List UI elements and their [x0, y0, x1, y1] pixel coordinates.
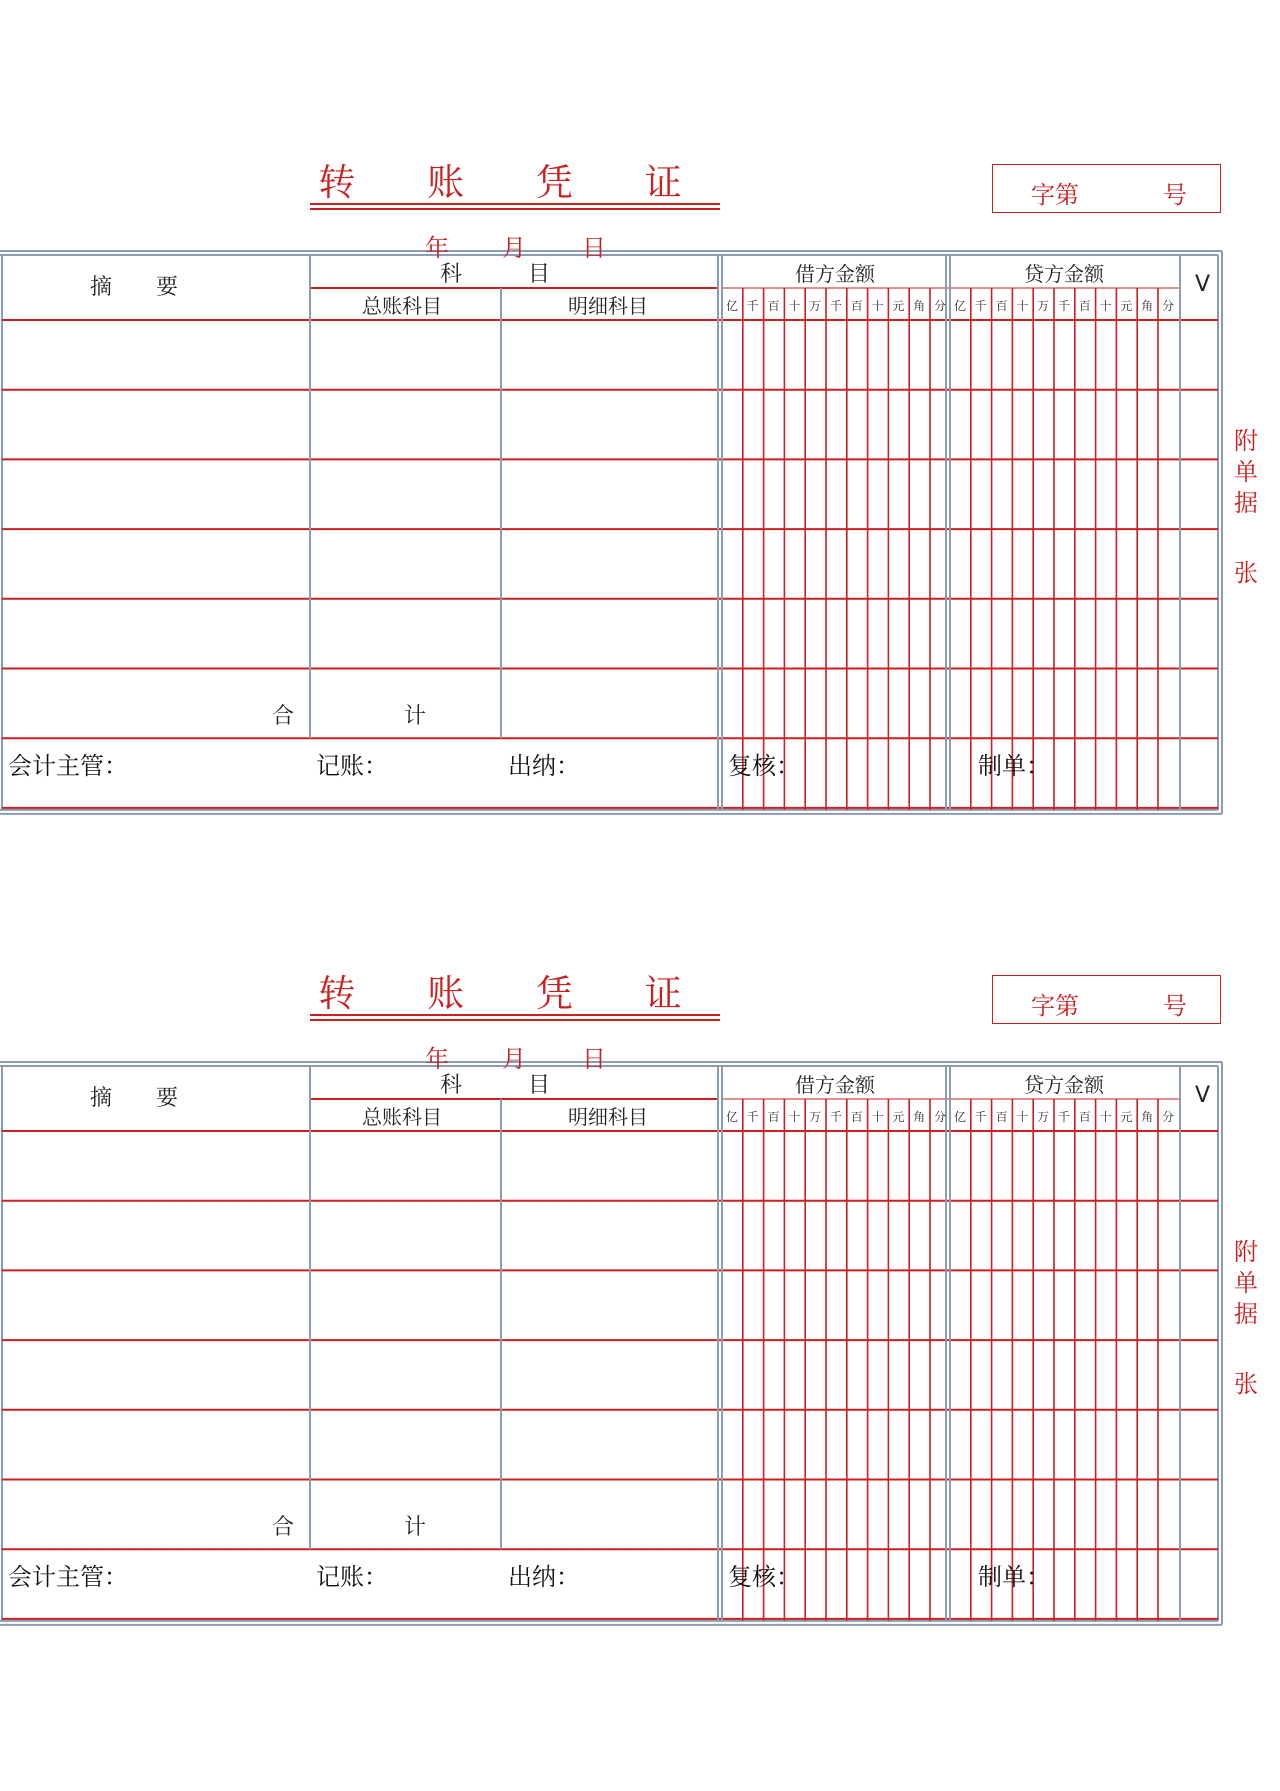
voucher-grid: [0, 130, 1280, 830]
debit-digit-unit: 十: [788, 299, 801, 313]
debit-digit-unit: 十: [871, 299, 884, 313]
voucher-number-box[interactable]: [992, 975, 1221, 1024]
debit-digit-unit: 角: [913, 299, 926, 313]
summary-header: 摘 要: [90, 1086, 179, 1111]
credit-digit-unit: 百: [1078, 299, 1091, 313]
credit-digit-unit: 千: [1057, 299, 1070, 313]
transfer-voucher: [0, 130, 1280, 830]
credit-amount-header: 贷方金额: [1024, 262, 1104, 286]
general-ledger-header: 总账科目: [362, 1105, 442, 1129]
credit-digit-unit: 百: [1078, 1110, 1091, 1124]
debit-digit-unit: 百: [767, 299, 780, 313]
voucher-number-box[interactable]: [992, 164, 1221, 213]
debit-digit-unit: 分: [933, 299, 946, 313]
debit-digit-unit: 十: [871, 1110, 884, 1124]
debit-digit-unit: 分: [933, 1110, 946, 1124]
transfer-voucher: [0, 941, 1280, 1641]
total-label: 合 计: [272, 704, 427, 729]
debit-digit-unit: 百: [850, 299, 863, 313]
debit-digit-unit: 角: [913, 1110, 926, 1124]
credit-amount-header: 贷方金额: [1024, 1073, 1104, 1097]
debit-digit-unit: 十: [788, 1110, 801, 1124]
debit-digit-unit: 亿: [725, 1110, 738, 1124]
credit-digit-unit: 百: [995, 1110, 1008, 1124]
attachment-count-label: 张: [1234, 1370, 1258, 1398]
credit-digit-unit: 百: [995, 299, 1008, 313]
signature-preparer: 制单：: [978, 1563, 1050, 1591]
voucher-word-label: 字第: [1031, 992, 1079, 1020]
signature-accounting-supervisor: 会计主管：: [8, 1563, 128, 1591]
debit-digit-unit: 千: [746, 299, 759, 313]
date-year-label: 年: [425, 1045, 449, 1073]
debit-digit-unit: 百: [850, 1110, 863, 1124]
credit-digit-unit: 十: [1099, 299, 1112, 313]
debit-digit-unit: 万: [809, 1110, 822, 1124]
debit-digit-unit: 亿: [725, 299, 738, 313]
date-month-label: 月: [502, 234, 526, 262]
attachment-count-label: 张: [1234, 559, 1258, 587]
credit-digit-unit: 万: [1037, 299, 1050, 313]
credit-digit-unit: 千: [1057, 1110, 1070, 1124]
credit-digit-unit: 十: [1016, 1110, 1029, 1124]
voucher-number-label: 号: [1163, 181, 1187, 209]
credit-digit-unit: 角: [1141, 299, 1154, 313]
signature-cashier: 出纳：: [508, 1563, 580, 1591]
debit-digit-unit: 元: [892, 299, 905, 313]
credit-digit-unit: 千: [974, 299, 987, 313]
voucher-grid: [0, 941, 1280, 1641]
debit-amount-header: 借方金额: [795, 262, 875, 286]
credit-digit-unit: 分: [1161, 299, 1174, 313]
general-ledger-header: 总账科目: [362, 294, 442, 318]
credit-digit-unit: 角: [1141, 1110, 1154, 1124]
signature-bookkeeper: 记账：: [316, 1563, 388, 1591]
attachment-label: 附 单 据: [1234, 1238, 1258, 1328]
signature-reviewer: 复核：: [728, 752, 800, 780]
detail-subject-header: 明细科目: [568, 1105, 648, 1129]
debit-digit-unit: 百: [767, 1110, 780, 1124]
date-day-label: 日: [582, 234, 606, 262]
debit-digit-unit: 元: [892, 1110, 905, 1124]
signature-bookkeeper: 记账：: [316, 752, 388, 780]
credit-digit-unit: 千: [974, 1110, 987, 1124]
voucher-title: 转 账 凭 证: [318, 972, 712, 1015]
credit-digit-unit: 元: [1120, 1110, 1133, 1124]
voucher-title: 转 账 凭 证: [318, 161, 712, 204]
credit-digit-unit: 万: [1037, 1110, 1050, 1124]
detail-subject-header: 明细科目: [568, 294, 648, 318]
credit-digit-unit: 十: [1016, 299, 1029, 313]
signature-cashier: 出纳：: [508, 752, 580, 780]
signature-reviewer: 复核：: [728, 1563, 800, 1591]
date-day-label: 日: [582, 1045, 606, 1073]
debit-amount-header: 借方金额: [795, 1073, 875, 1097]
credit-digit-unit: 亿: [953, 1110, 966, 1124]
debit-digit-unit: 千: [746, 1110, 759, 1124]
summary-header: 摘 要: [90, 275, 179, 300]
check-mark-header: V: [1195, 272, 1211, 297]
date-month-label: 月: [502, 1045, 526, 1073]
attachment-label: 附 单 据: [1234, 427, 1258, 517]
subject-header: 科 目: [440, 1073, 551, 1098]
credit-digit-unit: 亿: [953, 299, 966, 313]
voucher-word-label: 字第: [1031, 181, 1079, 209]
total-label: 合 计: [272, 1515, 427, 1540]
voucher-number-label: 号: [1163, 992, 1187, 1020]
date-year-label: 年: [425, 234, 449, 262]
debit-digit-unit: 万: [809, 299, 822, 313]
credit-digit-unit: 十: [1099, 1110, 1112, 1124]
signature-preparer: 制单：: [978, 752, 1050, 780]
signature-accounting-supervisor: 会计主管：: [8, 752, 128, 780]
debit-digit-unit: 千: [829, 299, 842, 313]
debit-digit-unit: 千: [829, 1110, 842, 1124]
credit-digit-unit: 元: [1120, 299, 1133, 313]
check-mark-header: V: [1195, 1083, 1211, 1108]
subject-header: 科 目: [440, 262, 551, 287]
credit-digit-unit: 分: [1161, 1110, 1174, 1124]
